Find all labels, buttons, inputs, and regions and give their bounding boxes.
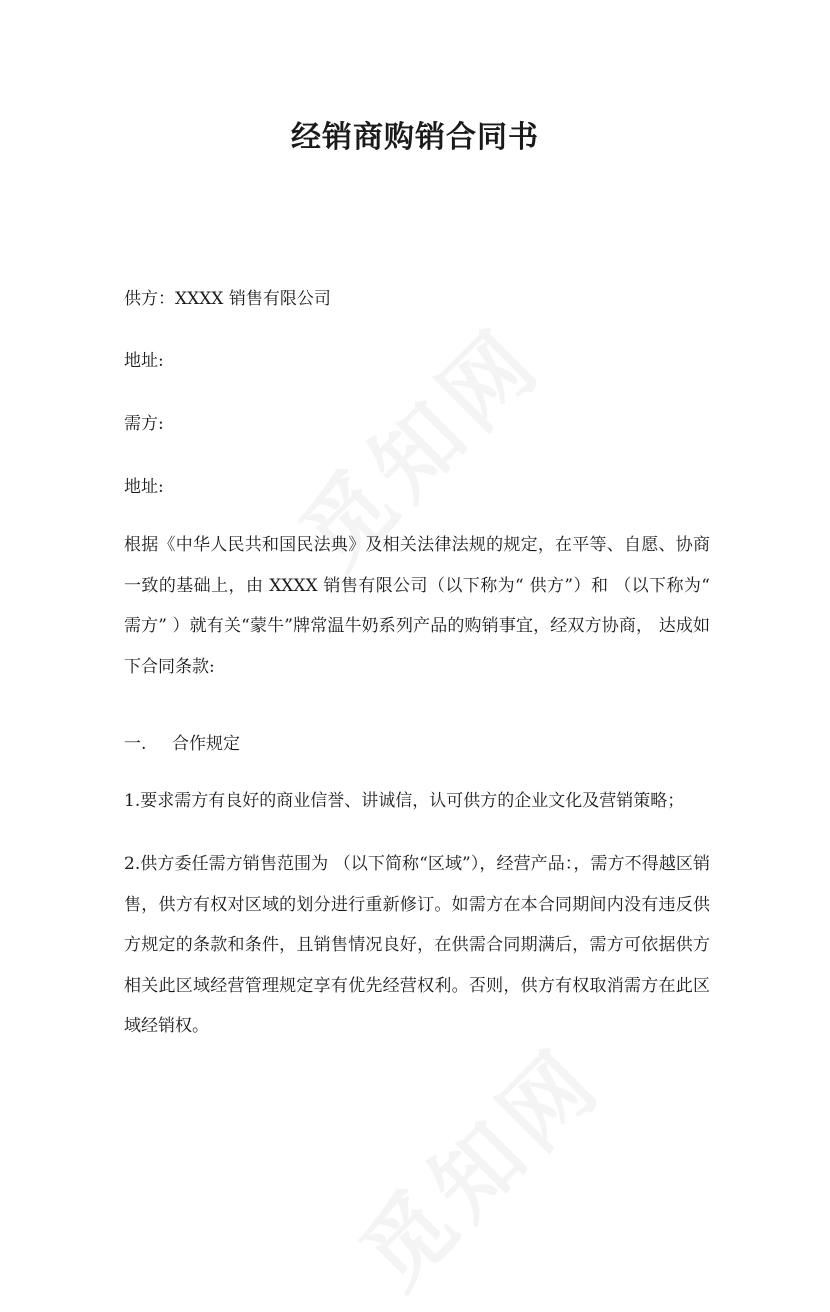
document-title: 经销商购销合同书 xyxy=(291,120,539,155)
clause-2: 2.供方委任需方销售范围为 （以下简称“区域”），经营产品：，需方不得越区销售，供方有权对区域的划分进行重新修订。如需方在本合同期间内没有违反供方规定的条款和条件，且销售情况良好，在供需合同期满后，需方可依据供方相关此区域经营管理规定享有优先经营权利。否则，供方有权取消需方在此区域经销权。 xyxy=(124,854,710,1036)
clause-1: 1.要求需方有良好的商业信誉、讲诚信，认可供方的企业文化及营销策略； xyxy=(124,791,685,811)
supplier-address-line: 地址: xyxy=(124,351,164,371)
section-1-number: 一. xyxy=(124,734,147,754)
section-1-heading xyxy=(124,729,240,754)
watermark xyxy=(329,1015,626,1312)
section-1-title: 合作规定 xyxy=(172,734,240,754)
intro-paragraph: 根据《中华人民共和国民法典》及相关法律法规的规定，在平等、自愿、协商一致的基础上，由 XXXX 销售有限公司（以下称为“ 供方”）和 （以下称为“ 需方” ）就有关“蒙牛”牌常温牛奶系列产品的购销事宜，经双方协商， 达成如下合同条款: xyxy=(124,535,710,677)
supplier-line: 供方：XXXX 销售有限公司 xyxy=(124,289,331,309)
buyer-address-line: 地址: xyxy=(124,477,164,497)
buyer-line: 需方: xyxy=(124,414,164,434)
